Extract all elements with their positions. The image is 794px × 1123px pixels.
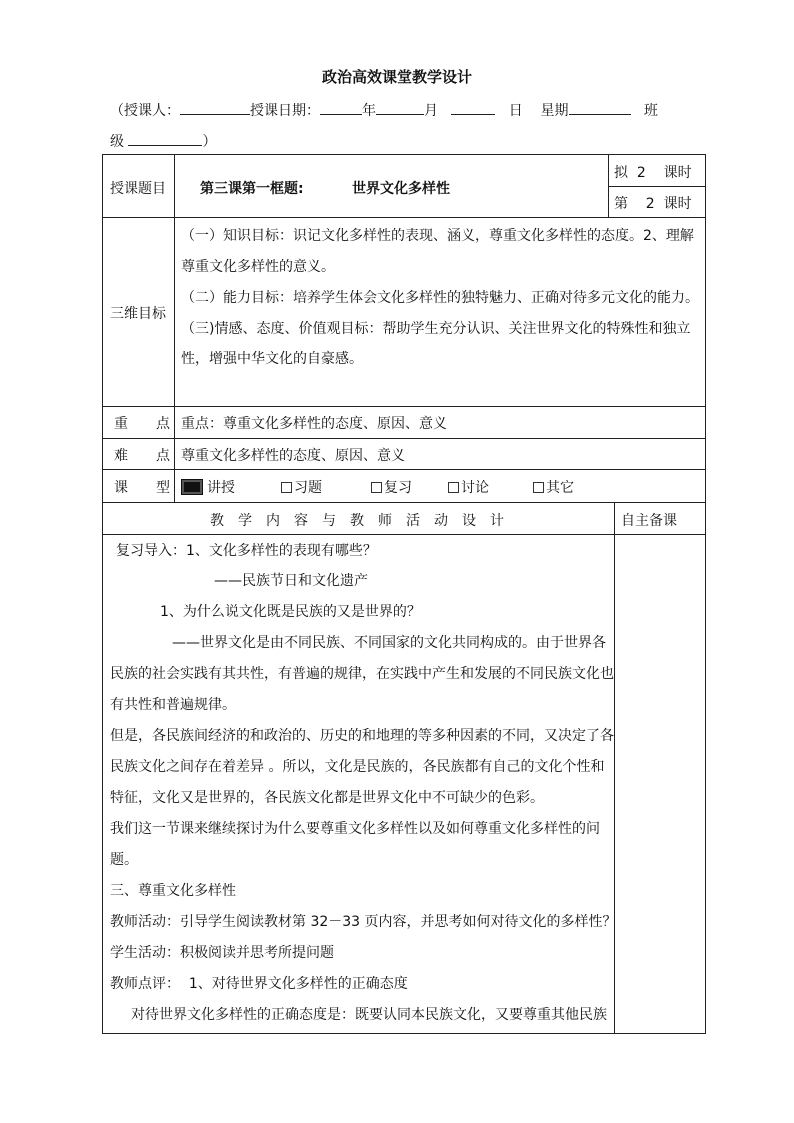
- hours-current: 第 2 课时: [614, 196, 692, 212]
- difficulty-label: 难 点: [114, 448, 170, 464]
- content-line: 教师活动：引导学生阅读教材第 32－33 页内容，并思考如何对待文化的多样性？: [110, 914, 617, 930]
- content-line: 1、为什么说文化既是民族的又是世界的？: [160, 604, 421, 620]
- content-line: 教师点评： 1、对待世界文化多样性的正确态度: [110, 976, 408, 992]
- objective-line: （三)情感、态度、价值观目标：帮助学生充分认识、关注世界文化的特殊性和独立: [181, 321, 691, 337]
- objectives-label: 三维目标: [110, 306, 166, 322]
- checkbox-icon: [281, 482, 292, 493]
- year-label: 年: [362, 103, 376, 119]
- teacher-blank[interactable]: [180, 100, 250, 115]
- content-line: 特征，文化又是世界的，各民族文化都是世界文化中不可缺少的色彩。: [110, 790, 544, 806]
- content-line: ——民族节日和文化遗产: [214, 573, 368, 589]
- checkbox-icon: [533, 482, 544, 493]
- teacher-label: （授课人：: [110, 103, 180, 119]
- key-value: 重点：尊重文化多样性的态度、原因、意义: [181, 416, 447, 432]
- class-label: 班: [643, 103, 658, 119]
- grade-label: 级: [110, 134, 124, 150]
- topic-title: 世界文化多样性: [352, 181, 450, 197]
- topic-value: 第三课第一框题:: [200, 181, 304, 197]
- content-line: 我们这一节课来继续探讨为什么要尊重文化多样性以及如何尊重文化多样性的问: [110, 821, 600, 837]
- content-line: 三、尊重文化多样性: [110, 883, 236, 899]
- content-header: 教 学 内 容 与 教 师 活 动 设 计: [210, 513, 504, 529]
- year-blank[interactable]: [320, 100, 362, 115]
- page-title: 政治高效课堂教学设计: [321, 68, 472, 86]
- content-line: 对待世界文化多样性的正确态度是：既要认同本民族文化，又要尊重其他民族: [131, 1007, 607, 1023]
- month-blank[interactable]: [376, 100, 424, 115]
- objective-line: （二）能力目标：培养学生体会文化多样性的独特魅力、正确对待多元文化的能力。: [181, 290, 699, 306]
- day-label: 日: [508, 103, 523, 119]
- content-line: 民族文化之间存在着差异 。所以，文化是民族的，各民族都有自己的文化个性和: [110, 759, 605, 775]
- content-line: 题。: [110, 852, 138, 868]
- content-line: 学生活动：积极阅读并思考所提问题: [110, 945, 334, 961]
- content-line: 有共性和普遍规律。: [110, 697, 236, 713]
- close-paren: ）: [202, 134, 217, 150]
- checked-box-icon: [181, 479, 203, 495]
- info-line-1: [110, 100, 710, 120]
- content-line: 复习导入：1、文化多样性的表现有哪些？: [116, 543, 377, 559]
- checkbox-icon: [371, 482, 382, 493]
- checkbox-icon: [448, 482, 459, 493]
- type-label: 课 型: [114, 480, 170, 496]
- type-review[interactable]: 复习: [371, 477, 412, 497]
- info-line-2: [110, 131, 710, 151]
- objective-line: 尊重文化多样性的意义。: [181, 259, 335, 275]
- weekday-blank[interactable]: [569, 100, 631, 115]
- date-label: 授课日期：: [250, 103, 320, 119]
- hours-planned: 拟 2 课时: [614, 165, 692, 181]
- day-blank[interactable]: [451, 100, 495, 115]
- weekday-label: 星期: [540, 103, 569, 119]
- objective-line: （一）知识目标：识记文化多样性的表现、涵义，尊重文化多样性的态度。2、理解: [181, 228, 694, 244]
- content-line: 民族的社会实践有其共性，有普遍的规律，在实践中产生和发展的不同民族文化也: [110, 666, 614, 682]
- prep-header: 自主备课: [621, 513, 677, 529]
- type-discussion[interactable]: 讨论: [448, 477, 489, 497]
- grade-blank[interactable]: [128, 131, 202, 146]
- content-line: 但是，各民族间经济的和政治的、历史的和地理的等多种因素的不同，又决定了各: [110, 728, 614, 744]
- difficulty-value: 尊重文化多样性的态度、原因、意义: [181, 448, 405, 464]
- key-label: 重 点: [114, 416, 170, 432]
- type-other[interactable]: 其它: [533, 477, 574, 497]
- type-exercise[interactable]: 习题: [281, 477, 322, 497]
- objective-line: 性，增强中华文化的自豪感。: [181, 351, 363, 367]
- topic-label: 授课题目: [110, 181, 166, 197]
- month-label: 月: [424, 103, 438, 119]
- content-line: ——世界文化是由不同民族、不同国家的文化共同构成的。由于世界各: [172, 635, 606, 651]
- type-lecture[interactable]: 讲授: [181, 477, 235, 497]
